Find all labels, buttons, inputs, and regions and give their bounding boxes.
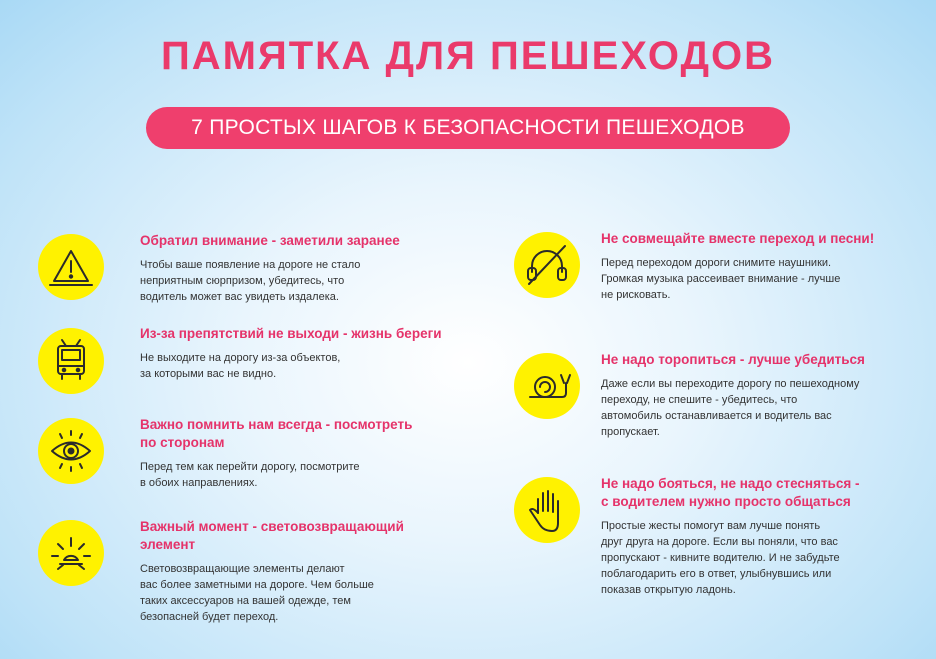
tip-no-music [601,230,921,303]
tip-text: Перед переходом дороги снимите наушники. Громкая музыка рассеивает внимание - лучше не рисковать. [601,257,841,301]
bus-icon [38,328,104,394]
reflector-icon [38,520,104,586]
tip-communicate [601,475,921,598]
tip-reflector [140,518,470,625]
tip-text: Перед тем как перейти дорогу, посмотрите в обоих направлениях. [140,461,360,489]
no-headphones-icon [514,232,580,298]
tip-heading: Не надо бояться, не надо стесняться - с водителем нужно просто общаться [601,476,860,509]
tip-text: Световозвращающие элементы делают вас более заметными на дороге. Чем больше таких аксессуаров на вашей одежде, тем безопасней будет переход. [140,563,374,623]
tip-heading: Не надо торопиться - лучше убедиться [601,352,865,367]
warning-triangle-icon [38,234,104,300]
tip-text: Простые жесты помогут вам лучше понять друг друга на дороге. Если вы поняли, что вас пропускают - кивните водителю. И не забудьте поблагодарить его в ответ, улыбнувшись или показав открытую ладонь. [601,520,840,596]
snail-icon [514,353,580,419]
tip-notice-early [140,232,470,305]
page-title: ПАМЯТКА ДЛЯ ПЕШЕХОДОВ [160,34,775,78]
tip-text: Чтобы ваше появление на дороге не стало неприятным сюрпризом, убедитесь, что водитель может вас увидеть издалека. [140,259,361,303]
subtitle-banner: 7 ПРОСТЫХ ШАГОВ К БЕЗОПАСНОСТИ ПЕШЕХОДОВ [146,107,790,149]
tip-heading: Важный момент - световозвращающий элемент [140,519,404,552]
tip-look-both-ways [140,416,470,491]
tip-heading: Важно помнить нам всегда - посмотреть по сторонам [140,417,413,450]
hand-icon [514,477,580,543]
tip-text: Не выходите на дорогу из-за объектов, за которыми вас не видно. [140,352,341,380]
tip-no-hurry [601,351,921,440]
tip-heading: Не совмещайте вместе переход и песни! [601,231,875,246]
tip-heading: Обратил внимание - заметили заранее [140,233,400,248]
tip-heading: Из-за препятствий не выходи - жизнь береги [140,326,442,341]
eye-icon [38,418,104,484]
tip-text: Даже если вы переходите дорогу по пешеходному переходу, не спешите - убедитесь, что автомобиль останавливается и водитель вас пропускает. [601,378,860,438]
tip-obstacles [140,325,470,382]
